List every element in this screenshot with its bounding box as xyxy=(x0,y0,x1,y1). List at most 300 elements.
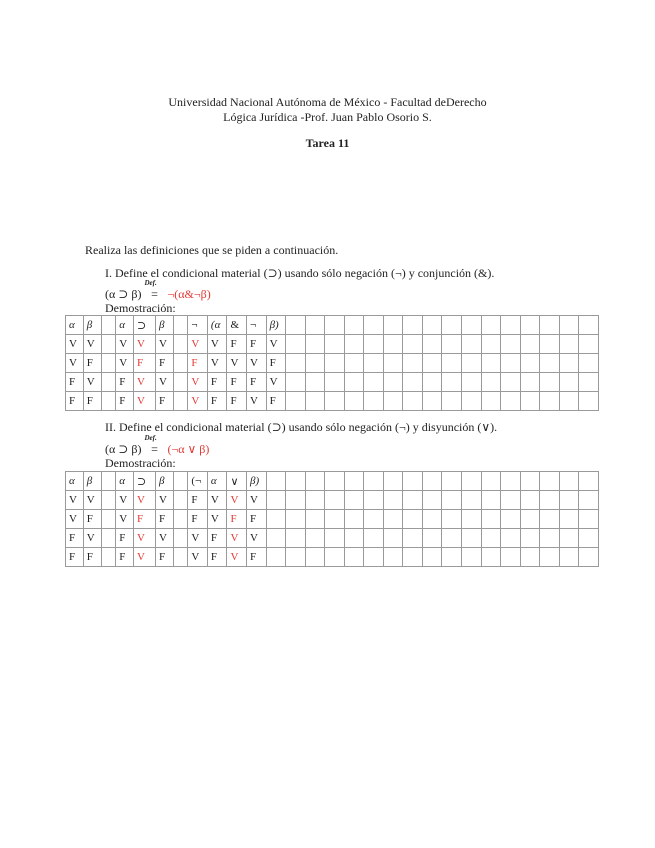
empty-cell xyxy=(173,548,188,567)
empty-cell xyxy=(540,491,560,510)
table-cell: V xyxy=(247,392,267,411)
empty-cell xyxy=(462,354,482,373)
empty-cell xyxy=(442,529,462,548)
empty-cell xyxy=(442,392,462,411)
empty-cell xyxy=(286,354,306,373)
table-cell: F xyxy=(116,392,134,411)
empty-cell xyxy=(579,392,599,411)
empty-cell xyxy=(403,354,423,373)
empty-cell xyxy=(481,335,501,354)
empty-cell xyxy=(173,316,188,335)
empty-cell xyxy=(364,548,384,567)
table-cell: F xyxy=(116,373,134,392)
empty-cell xyxy=(559,316,579,335)
table-cell: F xyxy=(227,373,247,392)
empty-cell xyxy=(462,529,482,548)
empty-cell xyxy=(422,472,442,491)
table-cell: ¬ xyxy=(188,316,208,335)
section-2-heading: II. Define el condicional material (⊃) usando sólo negación (¬) y disyunción (∨). xyxy=(105,420,498,434)
empty-cell xyxy=(173,472,188,491)
empty-cell xyxy=(501,491,521,510)
table-cell: F xyxy=(227,335,247,354)
empty-cell xyxy=(305,392,325,411)
empty-cell xyxy=(442,491,462,510)
empty-cell xyxy=(462,548,482,567)
table-row xyxy=(66,392,599,411)
empty-cell xyxy=(344,472,364,491)
empty-cell xyxy=(462,335,482,354)
definition-label: Def. xyxy=(144,279,157,287)
empty-cell xyxy=(286,392,306,411)
empty-cell xyxy=(383,491,403,510)
empty-cell xyxy=(422,491,442,510)
section-1-demo-label: Demostración: xyxy=(105,301,176,315)
empty-cell xyxy=(364,491,384,510)
table-cell: V xyxy=(227,548,247,567)
definition-lhs: (α ⊃ β) xyxy=(105,287,142,301)
intro-text: Realiza las definiciones que se piden a continuación. xyxy=(85,243,339,257)
empty-cell xyxy=(462,491,482,510)
empty-cell xyxy=(559,373,579,392)
empty-cell xyxy=(559,392,579,411)
table-cell: α xyxy=(66,316,84,335)
table-cell: ¬ xyxy=(247,316,267,335)
empty-cell xyxy=(286,373,306,392)
empty-cell xyxy=(173,529,188,548)
empty-cell xyxy=(364,529,384,548)
empty-cell xyxy=(305,529,325,548)
table-cell: V xyxy=(207,354,227,373)
definition-symbol: Def. = xyxy=(144,279,158,301)
header-university: Universidad Nacional Autónoma de México - Facultad deDerecho xyxy=(168,95,487,109)
table-cell: F xyxy=(207,392,227,411)
empty-cell xyxy=(325,472,345,491)
table-cell: F xyxy=(83,548,101,567)
table-cell: F xyxy=(66,529,84,548)
table-cell: V xyxy=(155,491,173,510)
table-cell: V xyxy=(116,335,134,354)
table-cell: F xyxy=(266,392,286,411)
table-cell: F xyxy=(227,510,247,529)
empty-cell xyxy=(422,373,442,392)
empty-cell xyxy=(383,529,403,548)
empty-cell xyxy=(579,354,599,373)
table-cell: V xyxy=(116,491,134,510)
table-header-row xyxy=(66,472,599,491)
empty-cell xyxy=(383,373,403,392)
empty-cell xyxy=(481,548,501,567)
table-cell: V xyxy=(188,392,208,411)
empty-cell xyxy=(422,354,442,373)
empty-cell xyxy=(520,510,540,529)
empty-cell xyxy=(325,335,345,354)
table-cell: ⊃ xyxy=(133,472,155,491)
table-cell: F xyxy=(266,354,286,373)
table-cell: F xyxy=(116,548,134,567)
table-cell: V xyxy=(66,354,84,373)
empty-cell xyxy=(101,354,116,373)
empty-cell xyxy=(286,548,306,567)
table-cell: F xyxy=(66,392,84,411)
empty-cell xyxy=(101,472,116,491)
empty-cell xyxy=(344,548,364,567)
table-cell: V xyxy=(227,529,247,548)
empty-cell xyxy=(559,548,579,567)
empty-cell xyxy=(540,392,560,411)
empty-cell xyxy=(305,491,325,510)
empty-cell xyxy=(501,548,521,567)
empty-cell xyxy=(325,392,345,411)
empty-cell xyxy=(305,335,325,354)
empty-cell xyxy=(344,335,364,354)
table-row xyxy=(66,373,599,392)
page-title: Tarea 11 xyxy=(305,136,350,150)
table-cell: F xyxy=(247,335,267,354)
empty-cell xyxy=(266,529,286,548)
empty-cell xyxy=(540,529,560,548)
empty-cell xyxy=(559,491,579,510)
definition-label: Def. xyxy=(144,434,157,442)
empty-cell xyxy=(579,491,599,510)
empty-cell xyxy=(383,548,403,567)
table-cell: V xyxy=(83,529,101,548)
table-cell: V xyxy=(133,335,155,354)
empty-cell xyxy=(325,316,345,335)
empty-cell xyxy=(286,335,306,354)
empty-cell xyxy=(520,472,540,491)
empty-cell xyxy=(344,316,364,335)
empty-cell xyxy=(403,316,423,335)
table-cell: F xyxy=(188,354,208,373)
empty-cell xyxy=(325,529,345,548)
empty-cell xyxy=(481,392,501,411)
empty-cell xyxy=(481,510,501,529)
table-cell: V xyxy=(133,491,155,510)
empty-cell xyxy=(403,491,423,510)
table-cell: F xyxy=(83,354,101,373)
empty-cell xyxy=(422,392,442,411)
empty-cell xyxy=(403,373,423,392)
empty-cell xyxy=(266,510,286,529)
empty-cell xyxy=(442,472,462,491)
table-cell: V xyxy=(207,491,227,510)
table-cell: V xyxy=(188,548,208,567)
table-cell: F xyxy=(247,548,267,567)
empty-cell xyxy=(325,510,345,529)
empty-cell xyxy=(579,316,599,335)
empty-cell xyxy=(442,335,462,354)
table-cell: F xyxy=(207,529,227,548)
table-row xyxy=(66,548,599,567)
table-cell: F xyxy=(155,392,173,411)
empty-cell xyxy=(540,472,560,491)
table-cell: V xyxy=(133,529,155,548)
empty-cell xyxy=(501,529,521,548)
empty-cell xyxy=(520,548,540,567)
table-cell: α xyxy=(207,472,227,491)
empty-cell xyxy=(540,548,560,567)
empty-cell xyxy=(422,335,442,354)
empty-cell xyxy=(559,529,579,548)
table-row xyxy=(66,529,599,548)
table-cell: F xyxy=(155,548,173,567)
table-cell: V xyxy=(155,529,173,548)
empty-cell xyxy=(442,316,462,335)
empty-cell xyxy=(305,510,325,529)
table-cell: V xyxy=(155,373,173,392)
empty-cell xyxy=(462,373,482,392)
empty-cell xyxy=(344,529,364,548)
empty-cell xyxy=(344,491,364,510)
empty-cell xyxy=(540,354,560,373)
empty-cell xyxy=(101,510,116,529)
table-cell: F xyxy=(133,510,155,529)
empty-cell xyxy=(579,510,599,529)
empty-cell xyxy=(442,373,462,392)
table-cell: V xyxy=(266,335,286,354)
table-cell: F xyxy=(66,548,84,567)
section-2-demo-label: Demostración: xyxy=(105,456,176,470)
table-cell: F xyxy=(188,510,208,529)
table-cell: V xyxy=(155,335,173,354)
table-cell: V xyxy=(227,491,247,510)
table-cell: V xyxy=(133,392,155,411)
empty-cell xyxy=(403,392,423,411)
empty-cell xyxy=(540,316,560,335)
table-cell: α xyxy=(66,472,84,491)
table-cell: & xyxy=(227,316,247,335)
empty-cell xyxy=(520,354,540,373)
empty-cell xyxy=(559,472,579,491)
empty-cell xyxy=(403,472,423,491)
table-row xyxy=(66,491,599,510)
empty-cell xyxy=(579,529,599,548)
empty-cell xyxy=(101,373,116,392)
table-cell: V xyxy=(66,491,84,510)
definition-rhs: (¬α ∨ β) xyxy=(167,442,210,456)
empty-cell xyxy=(501,373,521,392)
table-cell: V xyxy=(133,373,155,392)
table-cell: F xyxy=(247,373,267,392)
empty-cell xyxy=(383,510,403,529)
empty-cell xyxy=(481,316,501,335)
table-cell: V xyxy=(66,335,84,354)
empty-cell xyxy=(383,316,403,335)
empty-cell xyxy=(462,472,482,491)
empty-cell xyxy=(364,335,384,354)
table-cell: β xyxy=(155,472,173,491)
empty-cell xyxy=(501,354,521,373)
table-cell: F xyxy=(227,392,247,411)
table-cell: V xyxy=(207,335,227,354)
empty-cell xyxy=(481,472,501,491)
section-1-definition xyxy=(105,279,211,302)
empty-cell xyxy=(364,354,384,373)
empty-cell xyxy=(520,491,540,510)
table-cell: V xyxy=(83,491,101,510)
table-cell: (α xyxy=(207,316,227,335)
table-cell: F xyxy=(207,373,227,392)
empty-cell xyxy=(173,335,188,354)
empty-cell xyxy=(286,529,306,548)
empty-cell xyxy=(403,335,423,354)
empty-cell xyxy=(540,373,560,392)
empty-cell xyxy=(364,510,384,529)
empty-cell xyxy=(442,548,462,567)
empty-cell xyxy=(325,373,345,392)
empty-cell xyxy=(344,354,364,373)
table-cell: V xyxy=(188,529,208,548)
empty-cell xyxy=(501,510,521,529)
empty-cell xyxy=(481,354,501,373)
empty-cell xyxy=(559,335,579,354)
table-row xyxy=(66,335,599,354)
empty-cell xyxy=(383,472,403,491)
empty-cell xyxy=(305,354,325,373)
empty-cell xyxy=(501,472,521,491)
empty-cell xyxy=(286,316,306,335)
empty-cell xyxy=(325,354,345,373)
table-cell: α xyxy=(116,316,134,335)
empty-cell xyxy=(344,510,364,529)
empty-cell xyxy=(540,510,560,529)
empty-cell xyxy=(501,392,521,411)
empty-cell xyxy=(520,392,540,411)
empty-cell xyxy=(501,316,521,335)
table-cell: F xyxy=(155,510,173,529)
empty-cell xyxy=(173,373,188,392)
empty-cell xyxy=(173,491,188,510)
table-cell: V xyxy=(247,354,267,373)
header-course: Lógica Jurídica -Prof. Juan Pablo Osorio S. xyxy=(223,110,432,124)
empty-cell xyxy=(364,316,384,335)
empty-cell xyxy=(403,510,423,529)
table-cell: F xyxy=(133,354,155,373)
empty-cell xyxy=(383,392,403,411)
table-cell: V xyxy=(116,354,134,373)
empty-cell xyxy=(442,354,462,373)
table-cell: F xyxy=(247,510,267,529)
empty-cell xyxy=(422,510,442,529)
empty-cell xyxy=(101,335,116,354)
empty-cell xyxy=(173,392,188,411)
empty-cell xyxy=(266,548,286,567)
table-cell: (¬ xyxy=(188,472,208,491)
empty-cell xyxy=(173,510,188,529)
empty-cell xyxy=(344,373,364,392)
empty-cell xyxy=(403,548,423,567)
table-cell: β xyxy=(83,316,101,335)
table-cell: F xyxy=(83,510,101,529)
empty-cell xyxy=(520,373,540,392)
table-cell: V xyxy=(247,491,267,510)
empty-cell xyxy=(286,472,306,491)
table-cell: α xyxy=(116,472,134,491)
empty-cell xyxy=(520,316,540,335)
table-cell: F xyxy=(116,529,134,548)
empty-cell xyxy=(173,354,188,373)
empty-cell xyxy=(579,548,599,567)
empty-cell xyxy=(305,472,325,491)
empty-cell xyxy=(422,529,442,548)
table-cell: V xyxy=(266,373,286,392)
truth-table-2 xyxy=(65,471,599,567)
definition-lhs: (α ⊃ β) xyxy=(105,442,142,456)
table-cell: V xyxy=(66,510,84,529)
table-cell: β) xyxy=(247,472,267,491)
table-cell: F xyxy=(83,392,101,411)
table-cell: V xyxy=(207,510,227,529)
table-cell: V xyxy=(188,373,208,392)
empty-cell xyxy=(462,392,482,411)
empty-cell xyxy=(364,472,384,491)
empty-cell xyxy=(501,335,521,354)
empty-cell xyxy=(101,316,116,335)
table-cell: V xyxy=(247,529,267,548)
table-header-row xyxy=(66,316,599,335)
section-2-definition xyxy=(105,434,210,457)
empty-cell xyxy=(383,354,403,373)
empty-cell xyxy=(579,373,599,392)
table-cell: V xyxy=(116,510,134,529)
empty-cell xyxy=(101,392,116,411)
empty-cell xyxy=(101,491,116,510)
empty-cell xyxy=(305,316,325,335)
empty-cell xyxy=(462,510,482,529)
empty-cell xyxy=(286,491,306,510)
table-cell: F xyxy=(66,373,84,392)
empty-cell xyxy=(266,491,286,510)
empty-cell xyxy=(422,548,442,567)
empty-cell xyxy=(481,373,501,392)
empty-cell xyxy=(559,510,579,529)
table-row xyxy=(66,354,599,373)
empty-cell xyxy=(579,472,599,491)
section-1-heading: I. Define el condicional material (⊃) usando sólo negación (¬) y conjunción (&). xyxy=(105,266,495,280)
empty-cell xyxy=(364,373,384,392)
table-cell: F xyxy=(207,548,227,567)
empty-cell xyxy=(540,335,560,354)
empty-cell xyxy=(383,335,403,354)
table-cell: F xyxy=(188,491,208,510)
empty-cell xyxy=(481,529,501,548)
empty-cell xyxy=(344,392,364,411)
empty-cell xyxy=(305,373,325,392)
empty-cell xyxy=(520,335,540,354)
table-cell: ⊃ xyxy=(133,316,155,335)
empty-cell xyxy=(403,529,423,548)
empty-cell xyxy=(442,510,462,529)
table-cell: β) xyxy=(266,316,286,335)
table-cell: V xyxy=(188,335,208,354)
definition-rhs: ¬(α&¬β) xyxy=(167,287,211,301)
table-cell: β xyxy=(83,472,101,491)
table-cell: V xyxy=(227,354,247,373)
empty-cell xyxy=(364,392,384,411)
empty-cell xyxy=(325,491,345,510)
empty-cell xyxy=(481,491,501,510)
empty-cell xyxy=(520,529,540,548)
table-cell: V xyxy=(133,548,155,567)
empty-cell xyxy=(305,548,325,567)
table-cell: F xyxy=(155,354,173,373)
table-cell: ∨ xyxy=(227,472,247,491)
table-cell: β xyxy=(155,316,173,335)
table-row xyxy=(66,510,599,529)
empty-cell xyxy=(579,335,599,354)
empty-cell xyxy=(325,548,345,567)
definition-symbol: Def. = xyxy=(144,434,158,456)
